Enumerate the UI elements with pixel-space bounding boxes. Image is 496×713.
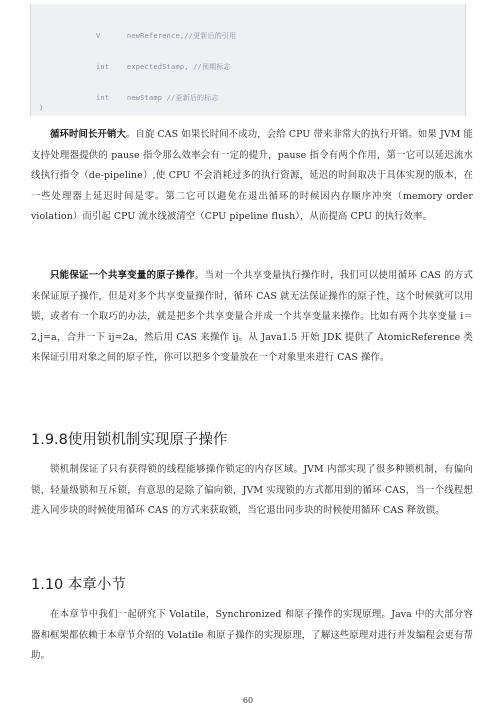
code-line: V newReference,//更新后的引用 [96, 32, 237, 40]
paragraph-single-variable [31, 266, 473, 369]
page-number: 60 [242, 696, 254, 705]
section-body-1-10: 在本章节中我们一起研究下 Volatile，Synchronized 和原子操作的实现原理。Java 中的大部分容器和框架都依赖于本章节介绍的 Volatile 和原子操作的实现原理，了解这些原理对进行并发编程会更有帮助。 [31, 609, 473, 662]
paragraph-text: 。当对一个共享变量执行操作时，我们可以使用循环 CAS 的方式来保证原子操作，但是对多个共享变量操作时，循环 CAS 就无法保证操作的原子性，这个时候就可以用锁，或者有一个取巧的办法，就是把多个共享变量合并成一个共享变量来操作。比如有两个共享变量 i＝2,j=a，合并一下 ij=2a，然后用 CAS 来操作 ij。从 Java1.5 开始 JDK 提供了 AtomicReference 类来保证引用对象之间的原子性，你可以把多个变量放在一个对象里来进行 CAS 操作。 [31, 270, 473, 364]
paragraph-lead: 只能保证一个共享变量的原子操作 [50, 270, 195, 281]
code-line: int newStamp //更新后的标志 [96, 94, 219, 102]
paragraph-lead: 循环时间长开销大 [50, 129, 126, 140]
code-block [30, 4, 466, 116]
section-heading-1-10: 1.10 本章小节 [31, 577, 126, 593]
section-heading-1-9-8: 1.9.8使用锁机制实现原子操作 [31, 432, 228, 448]
code-line: ) [39, 104, 44, 112]
paragraph-spin-overhead [31, 125, 473, 228]
code-line: int expectedStamp, //预期标志 [96, 63, 231, 71]
section-body-1-9-8: 锁机制保证了只有获得锁的线程能够操作锁定的内存区域。JVM 内部实现了很多种锁机制，有偏向锁，轻量级锁和互斥锁，有意思的是除了偏向锁，JVM 实现锁的方式都用到的循环 CAS，当一个线程想进入同步块的时候使用循环 CAS 的方式来获取锁，当它退出同步块的时候使用循环 CAS 释放锁。 [31, 464, 473, 517]
paragraph-text: 。自旋 CAS 如果长时间不成功，会给 CPU 带来非常大的执行开销。如果 JVM 能支持处理器提供的 pause 指令那么效率会有一定的提升，pause 指令有两个作用，第一它可以延迟流水线执行指令（de-pipeline）,使 CPU 不会消耗过多的执行资源，延迟的时间取决于具体实现的版本，在一些处理器上延迟时间是零。第二它可以避免在退出循环的时候因内存顺序冲突（memory order violation）而引起 CPU 流水线被清空（CPU pipeline flush），从而提高 CPU 的执行效率。 [31, 129, 473, 223]
